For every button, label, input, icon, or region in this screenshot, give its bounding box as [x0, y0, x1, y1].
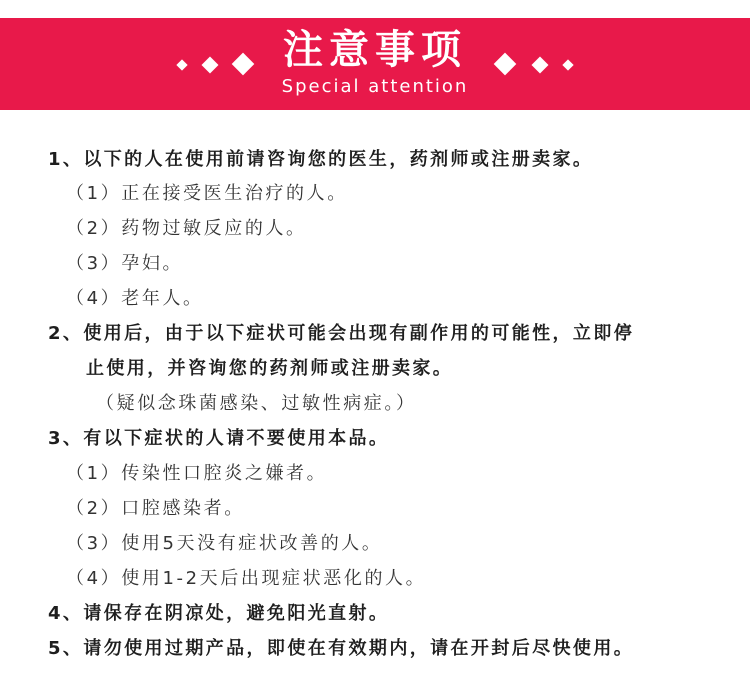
notice-item-5: 5、请勿使用过期产品，即使在有效期内，请在开封后尽快使用。 — [48, 638, 635, 659]
notice-subitem: （4）老年人。 — [66, 288, 204, 309]
notice-subitem: （疑似念珠菌感染、过敏性病症。） — [96, 393, 417, 414]
page-subtitle: Special attention — [281, 76, 469, 97]
notice-item-4: 4、请保存在阴凉处，避免阳光直射。 — [48, 603, 390, 624]
page-title: 注意事项 — [283, 27, 467, 73]
notice-subitem: （1）传染性口腔炎之嫌者。 — [66, 463, 328, 484]
notice-subitem: （1）正在接受医生治疗的人。 — [66, 183, 348, 204]
notice-subitem: （4）使用1-2天后出现症状恶化的人。 — [66, 568, 427, 589]
notice-item-3: 3、有以下症状的人请不要使用本品。 — [48, 428, 390, 449]
notice-subitem: （3）使用5天没有症状改善的人。 — [66, 533, 383, 554]
notice-subitem: （3）孕妇。 — [66, 253, 184, 274]
notice-item-1: 1、以下的人在使用前请咨询您的医生，药剂师或注册卖家。 — [48, 149, 594, 170]
notice-subitem: （2）口腔感染者。 — [66, 498, 245, 519]
notice-item-2-continued: 止使用，并咨询您的药剂师或注册卖家。 — [86, 358, 454, 379]
header-banner — [0, 18, 750, 110]
notice-subitem: （2）药物过敏反应的人。 — [66, 218, 307, 239]
notice-item-2: 2、使用后，由于以下症状可能会出现有副作用的可能性，立即停 — [48, 323, 635, 344]
